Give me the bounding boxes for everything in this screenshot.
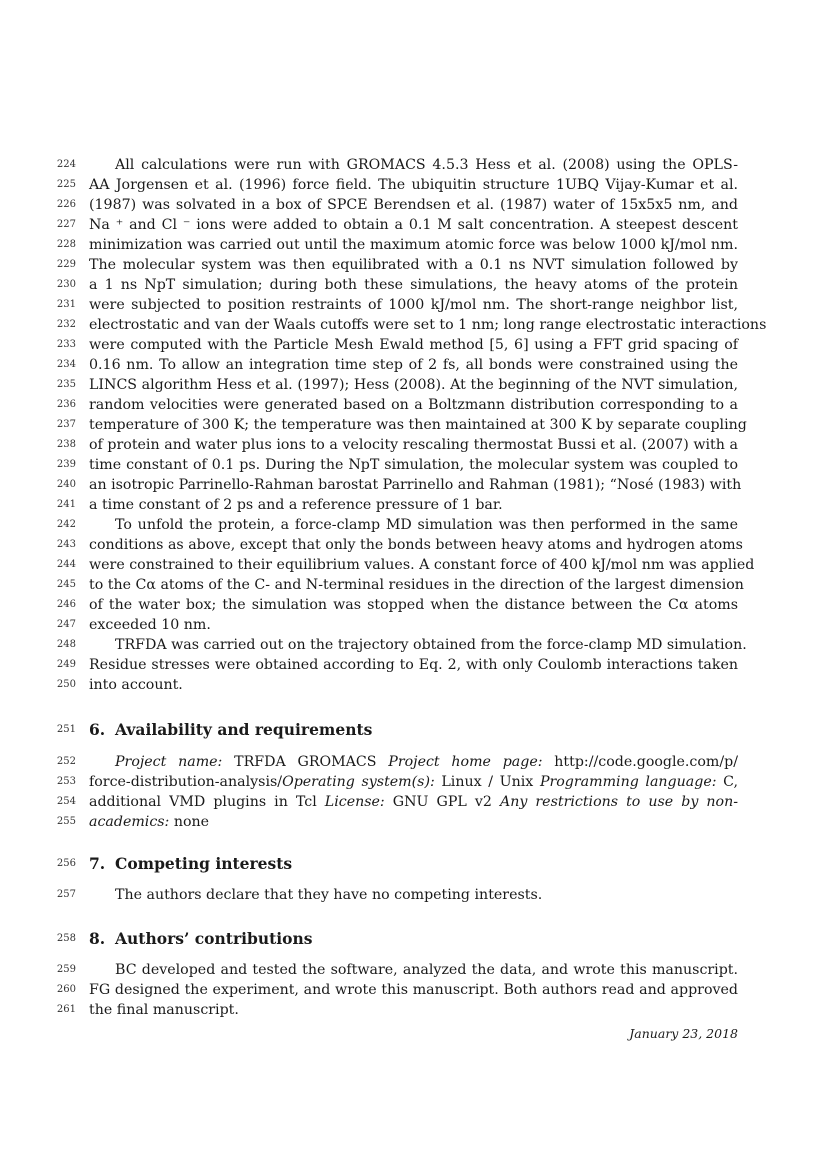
value-text: additional VMD plugins in Tcl: [89, 794, 325, 810]
line-number: 252: [56, 756, 76, 767]
italic-label: Operating system(s):: [282, 774, 442, 790]
italic-label: License:: [324, 794, 393, 810]
line-number: 234: [56, 359, 76, 370]
text-line: Na ⁺ and Cl ⁻ ions were added to obtain a 0.1 M salt concentration. A steepest descent: [89, 217, 738, 233]
line-number: 251: [56, 724, 76, 735]
line-number: 248: [56, 639, 76, 650]
line-number: 233: [56, 339, 76, 350]
line-number: 261: [56, 1004, 76, 1015]
text-line: To unfold the protein, a force-clamp MD simulation was then performed in the same: [115, 517, 738, 533]
text-line: All calculations were run with GROMACS 4.5.3 Hess et al. (2008) using the OPLS-: [115, 157, 738, 173]
text-line: Residue stresses were obtained according to Eq. 2, with only Coulomb interactions taken: [89, 657, 738, 673]
value-text: TRFDA GROMACS: [234, 754, 389, 770]
text-line: BC developed and tested the software, analyzed the data, and wrote this manuscript.: [115, 962, 738, 978]
line-number: 255: [56, 816, 76, 827]
text-line: were subjected to position restraints of 1000 kJ/mol nm. The short-range neighbor list,: [89, 297, 738, 313]
text-line: random velocities were generated based on a Boltzmann distribution corresponding to a: [89, 397, 738, 413]
text-line: TRFDA was carried out on the trajectory obtained from the force-clamp MD simulation.: [115, 637, 747, 653]
line-number: 259: [56, 964, 76, 975]
section-heading: [89, 928, 313, 950]
text-line: 0.16 nm. To allow an integration time step of 2 fs, all bonds were constrained using the: [89, 357, 738, 373]
text-line: temperature of 300 K; the temperature was then maintained at 300 K by separate coupling: [89, 417, 747, 433]
line-number: 231: [56, 299, 76, 310]
text-line: exceeded 10 nm.: [89, 617, 211, 633]
text-line: minimization was carried out until the maximum atomic force was below 1000 kJ/mol nm.: [89, 237, 738, 253]
line-number: 232: [56, 319, 76, 330]
text-line: an isotropic Parrinello-Rahman barostat Parrinello and Rahman (1981); “Nosé (1983) with: [89, 477, 742, 493]
italic-label: Project home page:: [388, 754, 555, 770]
line-number: 230: [56, 279, 76, 290]
line-number: 224: [56, 159, 76, 170]
line-number: 254: [56, 796, 76, 807]
line-number: 237: [56, 419, 76, 430]
text-line: [89, 772, 738, 792]
line-number: 241: [56, 499, 76, 510]
value-text: none: [173, 814, 210, 830]
text-line: The molecular system was then equilibrated with a 0.1 ns NVT simulation followed by: [89, 257, 738, 273]
line-number: 236: [56, 399, 76, 410]
text-line: the final manuscript.: [89, 1002, 239, 1018]
italic-label: Project name:: [115, 754, 235, 770]
line-number: 235: [56, 379, 76, 390]
text-line: conditions as above, except that only the bonds between heavy atoms and hydrogen atoms: [89, 537, 743, 553]
value-text: GNU GPL v2: [392, 794, 500, 810]
section-heading: [89, 719, 372, 741]
line-number: 260: [56, 984, 76, 995]
line-number: 253: [56, 776, 76, 787]
line-number: 246: [56, 599, 76, 610]
value-text: force-distribution-analysis/: [89, 774, 283, 790]
line-number: 243: [56, 539, 76, 550]
section-title: Availability and requirements: [115, 720, 373, 739]
text-line: of the water box; the simulation was stopped when the distance between the Cα atoms: [89, 597, 738, 613]
italic-label: academics:: [89, 814, 174, 830]
line-number: 245: [56, 579, 76, 590]
text-line: a time constant of 2 ps and a reference pressure of 1 bar.: [89, 497, 503, 513]
text-line: [89, 812, 738, 832]
text-line: to the Cα atoms of the C- and N-terminal residues in the direction of the largest dimension: [89, 577, 744, 593]
line-number: 225: [56, 179, 76, 190]
line-number: 228: [56, 239, 76, 250]
line-number: 247: [56, 619, 76, 630]
text-line: were computed with the Particle Mesh Ewald method [5, 6] using a FFT grid spacing of: [89, 337, 738, 353]
line-number: 256: [56, 858, 76, 869]
text-line: a 1 ns NpT simulation; during both these simulations, the heavy atoms of the protein: [89, 277, 738, 293]
text-line: The authors declare that they have no competing interests.: [115, 887, 543, 903]
text-line: (1987) was solvated in a box of SPCE Berendsen et al. (1987) water of 15x5x5 nm, and: [89, 197, 738, 213]
text-line: time constant of 0.1 ps. During the NpT simulation, the molecular system was coupled to: [89, 457, 738, 473]
line-number: 258: [56, 933, 76, 944]
line-number: 229: [56, 259, 76, 270]
section-number: 8.: [89, 929, 106, 948]
text-line: electrostatic and van der Waals cutoffs were set to 1 nm; long range electrostatic interactions: [89, 317, 767, 333]
footer-date: January 23, 2018: [629, 1026, 738, 1041]
line-number: 249: [56, 659, 76, 670]
text-line: [89, 792, 738, 812]
text-line: into account.: [89, 677, 183, 693]
italic-label: Programming language:: [539, 774, 724, 790]
section-number: 7.: [89, 854, 106, 873]
text-line: of protein and water plus ions to a velocity rescaling thermostat Bussi et al. (2007) with a: [89, 437, 738, 453]
text-line: FG designed the experiment, and wrote this manuscript. Both authors read and approved: [89, 982, 738, 998]
line-number: 238: [56, 439, 76, 450]
section-heading: [89, 853, 292, 875]
line-number: 227: [56, 219, 76, 230]
text-line: [115, 752, 738, 772]
line-number: 239: [56, 459, 76, 470]
line-number: 244: [56, 559, 76, 570]
section-number: 6.: [89, 720, 106, 739]
text-line: AA Jorgensen et al. (1996) force field. The ubiquitin structure 1UBQ Vijay-Kumar et al.: [89, 177, 738, 193]
line-number: 257: [56, 889, 76, 900]
value-text: Linux / Unix: [441, 774, 540, 790]
line-number: 240: [56, 479, 76, 490]
line-number: 242: [56, 519, 76, 530]
text-line: LINCS algorithm Hess et al. (1997); Hess (2008). At the beginning of the NVT simulation,: [89, 377, 738, 393]
value-text: http://code.google.com/p/: [554, 754, 739, 770]
value-text: C,: [723, 774, 738, 790]
section-title: Authors’ contributions: [115, 929, 313, 948]
text-line: were constrained to their equilibrium values. A constant force of 400 kJ/mol nm was applied: [89, 557, 755, 573]
line-number: 226: [56, 199, 76, 210]
section-title: Competing interests: [115, 854, 293, 873]
italic-label: Any restrictions to use by non-: [499, 794, 738, 810]
line-number: 250: [56, 679, 76, 690]
